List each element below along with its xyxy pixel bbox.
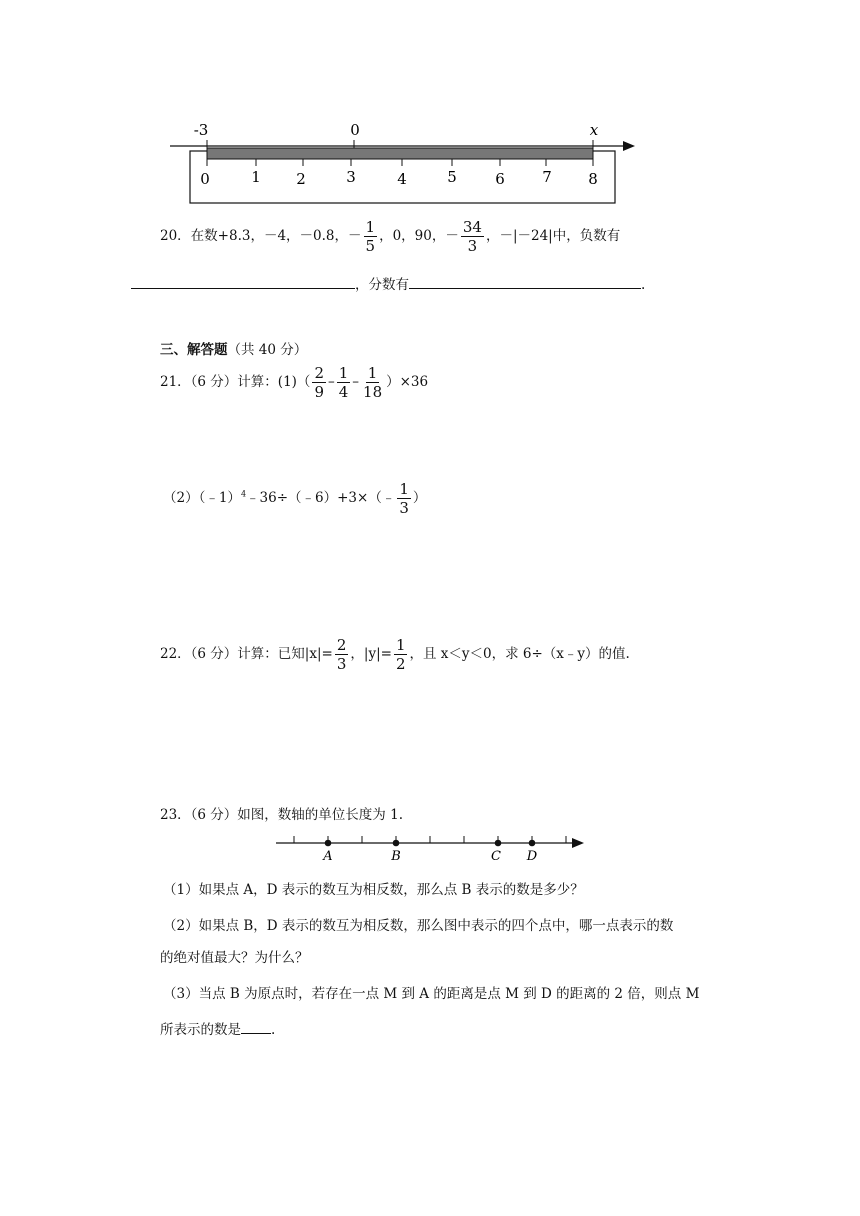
q23-part2-line2: 的绝对值最大？为什么？	[160, 950, 309, 966]
q21-part2-mid: ﹣36÷（﹣6）+3×（﹣	[246, 490, 396, 506]
q22-suffix: ，且 x＜y＜0，求 6÷（x﹣y）的值.	[409, 646, 630, 662]
section-heading	[160, 338, 307, 358]
answer-blank[interactable]	[131, 276, 355, 289]
fraction: $\frac{1}{4}$	[338, 364, 349, 401]
q22-prefix: 22．（6 分）计算：已知|x|=	[160, 646, 333, 662]
q23-part3-line1: （3）当点 B 为原点时，若存在一点 M 到 A 的距离是点 M 到 D 的距离的 2 倍，则点 M	[163, 986, 700, 1002]
bottom-ticks	[207, 159, 593, 166]
axis-arrow	[623, 141, 635, 151]
q20-middle: ，0，90，－	[379, 228, 459, 244]
section-title: 三、解答题	[160, 342, 228, 358]
point-c	[495, 840, 502, 847]
point-b	[393, 840, 400, 847]
bottom-label: 5	[447, 168, 457, 186]
question-20-line2	[131, 273, 645, 293]
bottom-label: 2	[296, 170, 306, 188]
point-label: D	[526, 849, 538, 864]
question-20-line1	[160, 218, 620, 255]
q23-number-line	[272, 830, 592, 866]
bottom-label: 7	[542, 168, 552, 186]
top-label: x	[589, 121, 599, 139]
answer-blank[interactable]	[409, 276, 641, 289]
point-label: C	[491, 849, 501, 864]
answer-blank[interactable]	[241, 1021, 271, 1034]
fraction: $\frac{1}{5}$	[365, 218, 376, 255]
bottom-label: 3	[346, 168, 356, 186]
bottom-label: 4	[397, 170, 407, 188]
top-label: 0	[350, 121, 360, 139]
question-21-part2	[163, 480, 426, 517]
fraction: $\frac{1}{3}$	[399, 480, 409, 517]
fraction: $\frac{2}{3}$	[336, 636, 347, 673]
q20-line2-end: .	[641, 277, 646, 293]
q20-line2-text: ，分数有	[355, 277, 409, 293]
exponent: 4	[240, 489, 247, 499]
point-label: A	[323, 849, 333, 864]
bottom-label: 0	[200, 170, 210, 188]
q22-mid: ，|y|=	[350, 646, 392, 662]
point-label: B	[391, 849, 401, 864]
q23-part2-line1: （2）如果点 B，D 表示的数互为相反数，那么图中表示的四个点中，哪一点表示的数	[163, 918, 674, 934]
question-23-intro: 23．（6 分）如图，数轴的单位长度为 1.	[160, 807, 403, 823]
axis-arrow	[572, 838, 584, 848]
fraction: $\frac{1}{18}$	[363, 364, 383, 401]
fraction: $\frac{1}{2}$	[395, 636, 406, 673]
section-score: （共 40 分）	[227, 342, 308, 358]
ticks	[294, 836, 566, 843]
number-line-figure	[165, 118, 645, 210]
q21-suffix: ）×36	[386, 374, 429, 390]
point-a	[325, 840, 332, 847]
q23-part1: （1）如果点 A，D 表示的数互为相反数，那么点 B 表示的数是多少？	[163, 882, 584, 898]
question-22	[160, 636, 630, 673]
q21-part2-prefix: （2）（﹣1）	[163, 490, 241, 506]
bottom-label: 6	[495, 170, 505, 188]
q21-part2-suffix: ）	[412, 490, 427, 506]
fraction: $\frac{34}{3}$	[462, 218, 482, 255]
fraction: $\frac{2}{9}$	[314, 364, 324, 401]
q20-prefix: 20．在数+8.3，－4，－0.8，－	[160, 228, 362, 244]
q21-prefix: 21．（6 分）计算：(1)（	[160, 374, 311, 390]
minus-sign: –	[352, 374, 360, 390]
question-21-part1	[160, 364, 428, 401]
q20-suffix: ，－|－24|中，负数有	[485, 228, 621, 244]
minus-sign: –	[327, 374, 335, 390]
top-label: -3	[193, 121, 209, 139]
q23-part3-prefix: 所表示的数是	[160, 1022, 241, 1038]
point-d	[529, 840, 536, 847]
shaded-bar	[207, 148, 593, 159]
q23-part3-suffix: .	[271, 1022, 276, 1038]
q23-part3-line2	[160, 1018, 275, 1038]
bottom-label: 8	[588, 170, 598, 188]
bottom-label: 1	[251, 168, 261, 186]
